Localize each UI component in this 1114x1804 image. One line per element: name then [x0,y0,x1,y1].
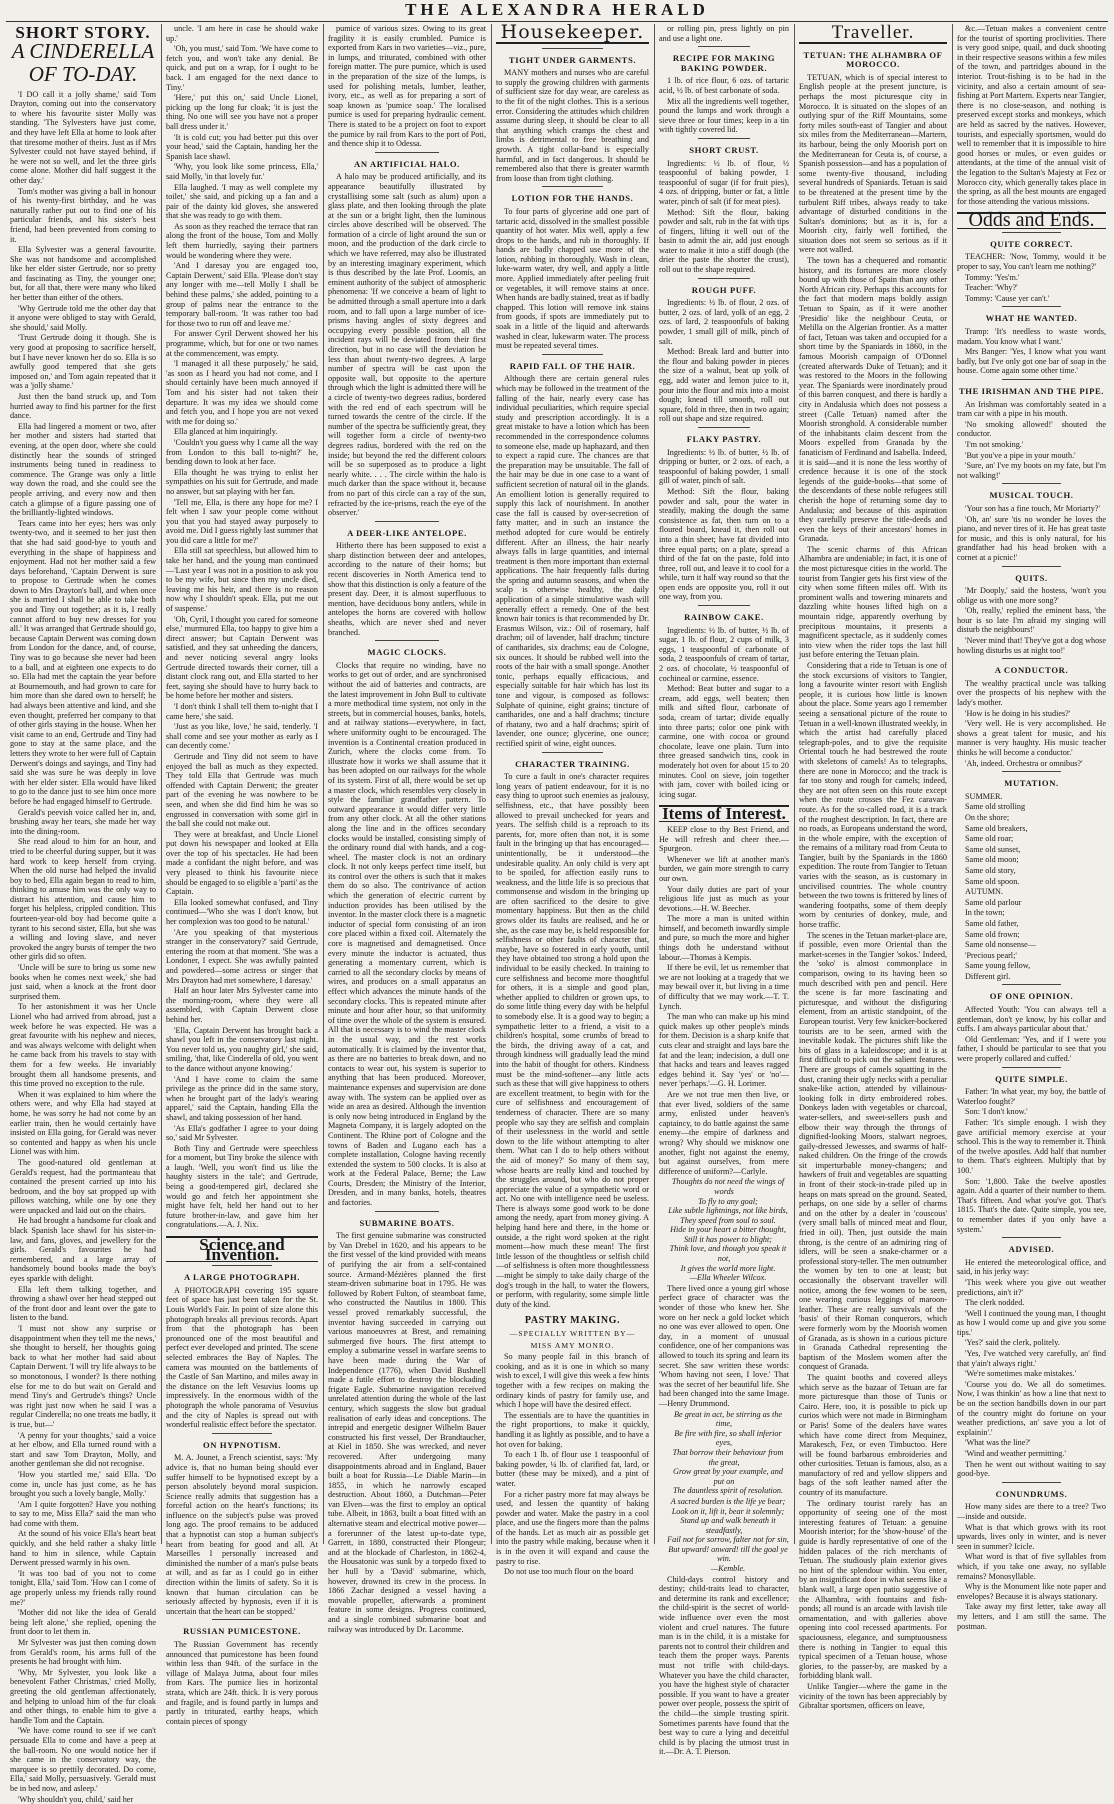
paragraph: The quaint booths and covered alleys which serve as the bazaar of Tetuan are far more picturesque than those of Tunis or Cairo. Here, too, it is possible to pick up curios which were not made in Birmingham or Paris! Some of the dealers have wares which have come direct from Mequinez, Marakesch, Fez, or even Timbuctoo. Here will be found barbarous embroideries and other curiosities. Tetuan is famous, also, as a manufactory of red and yellow slippers and bags of the soft leather named after the country of its manufacture. [799,1373,947,1498]
item-paragraph: Ingredients: ½ lb. of flour, ½ teaspoonful of baking powder, 1 teaspoonful of sugar (if for fruit pies), 4 ozs. of dripping, butter or fat, a little water, pinch of salt (if for meat pies). [659,159,789,207]
item-paragraph: How many sides are there to a tree? Two—inside and outside. [957,1502,1106,1521]
item-paragraph: 1 lb. of rice flour, 6 ozs. of tartaric acid, ½ lb. of best carbonate of soda. [659,76,789,95]
odds-items [957,232,1106,1631]
paragraph: Gerald's peevish voice called her in, and, brushing away her tears, she made her way into the dining-room. [10,808,156,837]
item-paragraph: MANY mothers and nurses who are careful to supply the growing children with garments of sufficient size for day wear, are careless as to the fit of the night clothes. This is a serious error. Considering the attitudes which children assume during sleep, it should be clear to all that anything which cramps the chest and limbs is detrimental to free breathing and growth. A tight collar-band is especially harmful, and in fact dangerous. It should be remembered also that there is greater warmth from loose than from tight clothing. [496,68,649,183]
paragraph: 'Oh, Cyril, I thought you cared for someone else,' murmured Ella, too happy to give him a direct answer; but Captain Derwent was satisfied, and they sat unheeding the dancers, and never noticing several angry looks Gertrude directed towards their corner, till a distant clock rang out, and Ella started to her feet, saying she should have to hurry back to be home before her mother and sisters. [166,615,318,701]
item-paragraph: A halo may be produced artificially, and its appearance beautifully illustrated by crystallising some salt (such as alum) upon a glass plate, and then looking through the plate at the sun or a bright light, then the luminous circles above described will be observed. The formation of a circle of light around the sun or moon, and the production of the dark circle to which we have referred, may also be illustrated by an interesting imaginary experiment, which is thus described by the late Prof. Loomis, an eminent authority of the subject of atmospheric phenomena: 'If we conceive a beam of light to be admitted through a small aperture into a dark room, and to fall upon a large number of ice-prisms having angles of sixty degrees and occupying every possible position, all the incident rays will be deviated from their first direction, but in no case will the deviation be less than about twenty-two degrees. A large number of spectra will be cast upon the opposite wall, but opposite to the aperture through which the light is admitted there will be a circle of twenty-two degrees radius, bordered with the red end of each spectrum will be turned towards the centre of the circle. If the number of the spectra be sufficiently great, they will together form a circle of twenty-two degrees radius, bordered with the red on the inside; but beyond the red the different colours will be so superposed as to produce a light nearly white. . . . The circle within the halo is much darker than the space without it, because from no part of this circle can a ray of the sun, refracted by the ice-prisms, reach the eye of the observer.' [328,172,486,517]
paragraph: Just then the band struck up, and Tom hurried away to find his partner for the first dance. [10,392,156,421]
item-heading: SUBMARINE BOATS. [328,1219,486,1229]
item-divider [375,1211,438,1212]
verse-line: Look on it, lift it, bear it solemnly; [659,1507,789,1517]
section-heading: Science and Invention. [166,1236,318,1262]
section-heading: Traveller. [799,28,947,38]
verse-line: Think love, and though you speak it not, [659,1244,789,1263]
verse-line: Like subtle lightnings, not like birds, [659,1206,789,1216]
verse-line: Stand up and walk beneath it steadfastly, [659,1516,789,1535]
item-heading: MUTATION. [957,779,1106,789]
traveller-body [799,73,947,1711]
item-divider [212,1433,273,1434]
paragraph: She read aloud to him for an hour, and tried to be cheerful during supper, but it was hard work to keep herself from crying. When the old nurse had helped the invalid boy to bed, Ella again began to read to him, thinking to amuse him was the only way to distract his attention, and cause him to forget his helpless, crippled condition. This fourteen-year-old boy had become quite a tyrant to his second sister, Ella, but she was a willing and loving slave, and never provoked the angry bursts of temper the two other girls did so often. [10,837,156,962]
paragraph: 'How you startled me,' said Ella. 'Do come in, uncle has just come, as he has brought you such a lovely bangle, Molly.' [10,1470,156,1499]
item-divider [1002,306,1062,307]
item-heading: RUSSIAN PUMICESTONE. [166,1627,318,1637]
item-heading: RAPID FALL OF THE HAIR. [496,362,649,372]
column-story-continued [162,24,322,1546]
verse-line: It gives the world more light. [659,1264,789,1274]
item-heading: QUITE CORRECT. [957,240,1106,250]
pastry-author: MISS AMY MONRO. [496,1341,649,1351]
verse-line: Still it has power to blight; [659,1235,789,1245]
paragraph: If there be evil, let us remember that we are not looking at a tragedy that we may bewail over it, but living in a time of difficulty that we may work.—T. T. Lynch. [659,963,789,1011]
item-heading: AN ARTIFICIAL HALO. [328,160,486,170]
item-paragraph: Same old spoon. [957,877,1106,887]
verse-line: Be fire with fire, so shall inferior eyes, [659,1429,789,1448]
paragraph: 'It is cold cut; you had better put this over your head,' said the Captain, handing her the Spanish lace shawl. [166,133,318,162]
item-divider [1002,379,1062,380]
paragraph: Half an hour later Mrs Sylvester came into the morning-room, where they were all assembled, with Captain Derwent close behind her. [166,986,318,1024]
item-paragraph: Same old father, [957,919,1106,929]
item-paragraph: Method: Break lard and butter into the flour and baking powder in pieces the size of a walnut, beat up yolk of egg, add water and lemon juice to it, pour into the flour and mix into a moist dough; knead till smooth, roll out square, fold in three, then in two again; roll out shape and size required. [659,347,789,424]
item-paragraph: Then he went out without waiting to say good-bye. [957,1460,1106,1479]
item-paragraph: 'Very well. He is very accomplished. He shows a great talent for music, and his manner is very haughty. His music teacher thinks he will become a conductor.' [957,719,1106,757]
paragraph: The more a man is united within himself, and becometh inwardly simple and pure, so much the more and higher things doth he understand without labour.—Thomas à Kempis. [659,914,789,962]
item-paragraph: Father: 'It's simple enough. I wish they gave artificial memory exercise at your school. This is the way to remember it. Think of the twelve apostles. Add half that number to them. That's eighteen. Multiply that by 100.' [957,1118,1106,1176]
verse-line: Thoughts do not need the wings of words [659,1177,789,1196]
paragraph: The ordinary tourist rarely has an opportunity of seeing one of the most interesting features of Tetuan: a genuine Moorish interior; for the 'show-house' of the guide is hardly representative of one of the hidden palaces of the rich merchants of Tetuan. The studiously plain exterior gives no hint of the splendour within. You enter, by an insignificant door in what seems like a blank wall, a large open patio suggestive of the Alhambra, with fountains and fish-ponds; all round is an arcade with lavish tile ornamentation, and with galleries above opening into cool recessed apartments. For spaciousness, elegance, and sumptuousness there is nothing in Tangier to equal this typical specimen of a Tetuan house, whose glories, to the passer-by, are masked by a forbidding blank wall. [799,1499,947,1681]
item-paragraph: 'Yes, I've watched very carefully, an' find that y'ain't always right.' [957,1349,1106,1368]
item-paragraph: He entered the meteorological office, and said, in his jerky way: [957,1258,1106,1277]
paragraph: KEEP close to thy Best Friend, and He will refresh and cheer thee.—Spurgeon. [659,825,789,854]
item-paragraph: Tommy: 'Yes'm.' [957,273,1106,283]
story-title: A CINDERELLA OF TO-DAY. [10,40,156,86]
paragraph: Unlike Tangier—where the game in the vicinity of the town has been appreciably by Gibraltar sportsmen, officers on leave, [799,1682,947,1711]
item-paragraph: Different girl. [957,972,1106,982]
item-heading: ON HYPNOTISM. [166,1441,318,1451]
item-heading: MUSICAL TOUCH. [957,491,1106,501]
paragraph: Are we not true men then live, or that ever lived, soldiers of the same army, enlisted under heaven's captaincy, to do battle against the same enemy—the empire of darkness and wrong? Why should we misknow one another, fight not against the enemy, but against ourselves, from mere difference of uniform?—Carlyle. [659,1090,789,1176]
item-heading: A CONDUCTOR. [957,666,1106,676]
paragraph: pumice of various sizes. Owing to its great fragility it is easily crumbled. Pumice is exported from Kars in two varieties—viz., pure, in lumps, and triturated, combined with other foreign matter. The pure pumice, which is used in the preparation of the size of the lumps, is used for polishing metals, lumber, leather, ivory, etc., as well as for preparing a sort of soap known as 'pumice soap.' The localised pumice is used for preparing hydraulic cement. There is stated to be a project on foot to export the pumice by rail from Kars to the port of Poti, and thence ship it to Odessa. [328,24,486,149]
item-heading: CONUNDRUMS. [957,1490,1106,1500]
item-paragraph: A PHOTOGRAPH covering 195 square feet of space has just been taken for the St. Louis World's Fair. In point of size alone this photograph breaks all previous records. Apart from that the photograph has been pronounced one of the most beautiful and perfect ever developed and printed. The scene selected embraces the Bay of Naples. The camera was mounted on the battlements of the Castle of San Martino, and miles away in the distance on the left Vesuvius looms up impressively. In the enormous width of the photograph the whole panorama of Vesuvius and the city of Naples is spread out with wonderful realistic effect before the spectator. [166,1286,318,1430]
item-divider [1002,1237,1062,1238]
paragraph: 'It was too bad of you not to come tonight, Ella,' said Tom. 'How can I come of age properly unless my friends rally round me?' [10,1569,156,1607]
paragraph: 'Oh, you must,' said Tom. 'We have come to fetch you, and won't take any denial. Be quick, and put on a wrap, for I ought to be back. I am engaged for the next dance to Tiny.' [166,44,318,92]
story-body [10,90,156,1804]
item-paragraph: 'Your son has a fine touch, Mr Moriarty?' [957,504,1106,514]
paragraph: uncle. 'I am here in case he should wake up.' [166,24,318,43]
item-paragraph: The clerk nodded. [957,1298,1106,1308]
item-paragraph: An Irishman was comfortably seated in a tram car with a pipe in his mouth. [957,400,1106,419]
paragraph: When it was explained to him where the others were, and why Ella had stayed at home, he was sorry he had not come by an earlier train, then he would certainly have insisted on Ella going, for Gerald was never so contented and happy as when his uncle Lionel was with him. [10,1090,156,1157]
verse-line: A sacred burden is the life ye bear; [659,1497,789,1507]
paragraph: Ella still sat speechless, but allowed him to take her hand, and the young man continued—'Last year I was not in a position to ask you to be my wife, but since then my uncle died, leaving me his heir, and there is no reason now why I shouldn't speak. Ella, put me out of suspense.' [166,546,318,613]
science-continued [328,24,486,149]
item-paragraph: M. A. Jounet, a French scientist, says: 'My advice is, that no human being should ever suffer himself to be hypnotised except by a person absolutely beyond moral suspicion. Science really admits that suggestion has a forceful action on the heart's functions; its influence on the subject's pulse was proved long ago. The proof remains to be adduced that a hypnotist can stop a human subject's heart from beating for good and all. At Marseilles I personally increased and diminished the number of a man's pulse beats at will, and as far as I could go in either direction within the limits of safety. So it is known that human circulation can be seriously affected by hypnosis, even if it is uncertain that the heart can be stopped.' [166,1453,318,1616]
interest-body [659,825,789,1757]
paragraph: As soon as they reached the terrace that ran along the front of the house, Tom and Molly left them hurriedly, saying their partners would be wondering where they were. [166,222,318,260]
item-divider [698,138,750,139]
story-body-continued [166,24,318,1230]
item-heading: THE IRISHMAN AND THE PIPE. [957,387,1106,397]
item-paragraph: 'I'm not smoking.' [957,440,1106,450]
item-paragraph: Same old roar; [957,834,1106,844]
item-paragraph: On the shore; [957,813,1106,823]
item-divider [1002,984,1062,985]
item-paragraph: What word is that of five syllables from which, if you take one away, no syllable remains? Monosyllable. [957,1552,1106,1581]
item-paragraph: 'Course you do. We all do sometimes. Now, I was thinkin' as how a line that next to be on the section handbills down in our part of the country might do fortune on your weather predictions, an' save you a lot of explainin'.' [957,1380,1106,1438]
verse-line: But upward! onward! till the goal ye win. [659,1545,789,1564]
item-divider [1002,566,1062,567]
item-divider [212,1619,273,1620]
item-heading: ADVISED. [957,1245,1106,1255]
science-items-2 [328,152,486,1634]
paragraph: Ella glanced at him inquiringly. [166,427,318,437]
item-paragraph: AUTUMN. [957,887,1106,897]
paragraph: At the sound of his voice Ella's heart beat quickly, and she held rather a shaky little hand to him in silence, while Captain Derwent pressed warmly in his own. [10,1529,156,1567]
item-paragraph: The wealthy practical uncle was talking over the prospects of his nephew with the lady's mother. [957,679,1106,708]
paragraph: 'Why shouldn't you, child,' said her [10,1795,156,1804]
item-heading: TIGHT UNDER GARMENTS. [496,56,649,66]
item-heading: ROUGH PUFF. [659,286,789,296]
item-paragraph: SUMMER. [957,792,1106,802]
paragraph: 'Why Gertrude told me the other day that it anyone were obliged to stay with Gerald, she should,' said Molly. [10,304,156,333]
item-paragraph: The Russian Government has recently announced that pumicestone has been found within less than 94ft. of the surface in the village of Malaya Jutma, about four miles from Kars. The pumice lies in horizontal strata, which are 24ft. thick. It is very porous and fragile, and is found partly in lumps and partly in triturated, earthy heaps, which contain pieces of spongy [166,1640,318,1726]
paragraph: He had brought a handsome fur cloak and black Spanish lace shawl for his sister-in-law, and fans, gloves, and jewellery for the girls. Gerald's favourites he had remembered, and a large array of handsomely bound books made the boy's eyes sparkle with delight. [10,1216,156,1283]
item-paragraph: Take away my first letter, take away all my letters, and I am still the same. The postman. [957,1602,1106,1631]
verse-line: —Kemble. [659,1564,789,1574]
item-paragraph: Tramp: 'It's needless to waste words, madam. You know what I want.' [957,327,1106,346]
item-paragraph: Affected Youth: 'You can always tell a gentleman, don't ye know, by his collar and cuffs. I am always particular about that.' [957,1005,1106,1034]
paragraph: 'Just as you like, love,' he said, tenderly. 'I shall come and see your mother as early as I can decently come.' [166,722,318,751]
paragraph: 'Tell me, Ella, is there any hope for me? I felt when I saw your people come without you that you had stayed away purposely to avoid me. Did I guess rightly last summer that you did care a little for me?' [166,498,318,546]
item-paragraph: 'But you've a pipe in your mouth.' [957,451,1106,461]
paragraph: 'Ella, Captain Derwent has brought back a shawl you left in the conservatory last night. You never told us, you naughty girl,' she said, smiling, 'that, like Cinderella of old, you went to the dance without anyone knowing.' [166,1026,318,1074]
verse-line: The dauntless spirit of resolution. [659,1486,789,1496]
item-paragraph: Same old story, [957,866,1106,876]
item-divider [1002,771,1062,772]
item-heading: CHARACTER TRAINING. [496,760,649,770]
paragraph: Tom's mother was giving a ball in honour of his twenty-first birthday, and he was naturally rather put out to find one of his particular friends, and his sister's best friend, had been prevented from coming to it. [10,187,156,245]
item-paragraph: 'What was the line?' [957,1438,1106,1448]
item-heading: LOTION FOR THE HANDS. [496,194,649,204]
paragraph: Gertrude and Tiny did not seem to have enjoyed the ball as much as they expected. They told Ella that Gertrude was much offended with Captain Derwent; the greater part of the evening he was nowhere to be seen, and when she did find him he was so engrossed in conversation with some girl in the ball she could not make out. [166,752,318,829]
paragraph [659,1410,789,1496]
pastry-heading: PASTRY MAKING. [496,1316,649,1326]
paragraph: 'Uncle will be sure to bring us some new books when he comes next week,' she had just said, when a knock at the front door surprised them. [10,963,156,1001]
paragraph: Tears came into her eyes; hers was only twenty-two, and it seemed to her just then that she had said good-bye to youth and everything in the shape of happiness and enjoyment. Had not her mother said a few days beforehand, 'Captain Derwent is sure to propose to Gertrude when he comes down to Mrs Drayton's ball, and when once she is married I shall be able to take both you and Tiny out together; as it is, I really cannot afford to buy new dresses for you all.' It was arranged that Gertrude should go, because Captain Derwent was coming down from London for the dance, and, of course, Tiny was to go because she never had been to a ball, and at eighteen one expects to do so. Ella had met the captain the year before at Bournemouth, and had grown to care for him more than she dared own to herself; he had always been attentive and kind, and she even thought, preferred her company to that of other girls staying in the house. When her visit came to an end, Gertrude and Tiny had gone to stay at the same place, and the letters they wrote to her were full of Captain Derwent's doings and sayings, and Tiny had said she was sure he was deeply in love with her elder sister. Ella would have liked to go to the dance just to see him once more before he had engaged himself to Gertrude. [10,519,156,807]
item-paragraph: 'Mr Dooply,' said the hostess, 'won't you oblige us with one more song?' [957,586,1106,605]
paragraph: The essentials are to have the quantities in the right proportions, to make it quickly, handling it as lightly as possible, and to have a hot oven for baking. [496,1411,649,1449]
paragraph: 'Couldn't you guess why I came all the way from London to this ball to-night?' he, bending down to look at her face. [166,438,318,467]
item-heading: QUITS. [957,574,1106,584]
item-heading: A LARGE PHOTOGRAPH. [166,1273,318,1283]
recipe-intro: or rolling pin, press lightly on pin and use a light one. [659,24,789,43]
item-paragraph: Tommy: 'Cause yer can't.' [957,294,1106,304]
section-heading: Items of Interest. [659,805,789,822]
item-divider [542,752,603,753]
column-housekeeper [492,24,653,1546]
item-heading: QUITE SIMPLE. [957,1075,1106,1085]
paragraph: Ella laughed. 'I may as well complete my toilet,' she said, and picking up a fan and a pair of the dainty kid gloves, she answered that she was ready to go with them. [166,183,318,221]
item-divider [542,186,603,187]
paragraph: The scenic charms of this African Alhambra are undeniable; in fact, it is one of the most picturesque cities in the world. The tourist from Tangier gets his first view of the city when some fifteen miles off. With its prominent walls and towering minarets and dazzling white houses lifted high on a mountain ridge, apparently overhung by precipitous mountains, it presents a magnificent spectacle, as it suddenly comes into view when the rider tops the last hill just before entering the Tetuan plain. [799,545,947,660]
item-paragraph: Same young fellow, [957,961,1106,971]
paragraph: 'I managed it all these purposely,' he said, 'as soon as I heard you had not come, and I should certainly have been much annoyed if Tom and his sister had not taken their departure. It was my idea we should come and fetch you, and I hope you are not vexed with me for doing so.' [166,359,318,426]
item-paragraph: In the town; [957,908,1106,918]
paragraph: Both Tiny and Gertrude were speechless for a moment, but Tiny broke the silence with a laugh. 'Well, you won't find us like the haughty sisters in the tale'; and Gertrude, being a good-tempered girl, declared she would go and fetch her appointment she might have felt, held her hand out to her future brother-in-law, and gave him her congratulations.—A. J. Nix. [166,1144,318,1230]
column-short-story [6,24,160,1546]
column-odds-and-ends [953,24,1110,1546]
paragraph: 'I DO call it a jolly shame,' said Tom Drayton, coming out into the conservatory to where his favourite sister Molly was standing. 'The Sylvesters have just come, and they have left Ella at home to look after that tiresome mother of theirs. Just as if Mrs Sylvester could not have stayed behind, if he were not so well, and let the three girls come alone. Mother did half suggest it the other day.' [10,90,156,186]
paragraph: 'I must not show any surprise or disappointment when they tell me the news,' she thought to herself, her thoughts going back to what her mother had said about Captain Derwent. 'I will try life always to be so monotonous, I wonder? Is there nothing else for me to do but wait on Gerald and mend Tiny's and Gertrude's things? Uncle was right just now when he said I was a regular Cinderella; no one treats me badly, it is true, but—' [10,1324,156,1430]
paragraph: 'And I daresay you are engaged too, Captain Derwent,' said Ella. 'Please don't stay any longer with me—tell Molly I shall be behind these palms,' she added, pointing to a group of palms near the entrance to the temporary ball-room. 'It was rather too bad for those two to run off and leave me.' [166,261,318,328]
paragraph: &c.—Tetuan makes a convenient centre for the tourist of sporting proclivities. There is very good snipe, quail, and duck shooting in their respective seasons within a few miles of the town, and partridges abound in the interior. Trout-fishing is to be had in the vicinity, and also a certain amount of sea-fishing at Port Martern. Experts near Tangier, there is no close-season, and nothing is preserved except storks and monkeys, which are held as sacred by the natives. However, tourists, and especially sportsmen, would do well to remember that it is impossible to hire good horses or mules, or even guides or attendants, at the time of the annual visit of the legation to the Sultan's Majesty at Fez or Morocco city, which generally takes place in the spring, as all the best mounts are engaged for those attending the various missions. [957,24,1106,206]
item-divider [375,640,438,641]
paragraph: 'Here,' put this on,' said Uncle Lionel, picking up the long fur cloak; 'it is just the thing. No one will see you have not a proper ball dress under it.' [166,93,318,131]
item-paragraph: Method: Beat butter and sugar to a cream, add eggs, well beaten; then milk and sifted flour, carbonate of soda, cream of tartar; divide equally into three parts; color one pink with carmine, one with cocoa or ground chocolate, leave one plain. Turn into three greased sandwich tins, cook in moderately hot oven for about 15 to 20 minutes. Cool on sieve, join together with jam, cover with boiled icing or icing sugar. [659,684,789,799]
item-paragraph: 'Yes?' said the clerk, politely. [957,1338,1106,1348]
pastry-body [496,1352,649,1577]
item-paragraph: 'Precious pearl;' [957,951,1106,961]
item-heading: SHORT CRUST. [659,146,789,156]
paragraph: Child-days control history and destiny; child-traits lead to character, and determine its rank and excellence; the child-spirit is the secret of world-wide influence over even the most violent and cruel natures. The future man is in the child, it is a mistake for parents not to control their children and teach them the proper ways. Parents must not trifle with child-days. Whatever you have the child character, you have the highest style of character possible. If you want to have a greater power over people, possess the spirit of the child—the simple trusting spirit. Sometimes parents have found that the best way to cure a lying and deceitful child is by placing the utmost trust in it.—Dr. A. T. Pierson. [659,1575,789,1757]
verse-line: Fail not for sorrow, falter not for sin, [659,1535,789,1545]
paragraph: 'A penny for your thoughts,' said a voice at her elbow, and Ella turned round with a start and saw Tom Drayton, Molly, and another gentleman she did not recognise. [10,1431,156,1469]
paragraph: For a richer pastry more fat may always be used, and lessen the quantity of baking powder and water. Make the pastry in a cool place, and use the fingers more than the palms of the hands. Let as much air as possible get into the pastry while making, because when it is in the oven it will expand and cause the pastry to rise. [496,1490,649,1567]
paragraph: Ella Sylvester was a general favourite. She was not handsome and accomplished like her elder sister Gertrude, nor so pretty and fascinating as Tiny, the younger one; but, for all that, there were many who liked her better than either of the others. [10,245,156,303]
paragraph: Mr Sylvester was just then coming down from Gerald's room, his arms full of the presents he had brought with him. [10,1638,156,1667]
item-paragraph: Teacher: 'Why?' [957,283,1106,293]
item-paragraph: 'Oh, an' sure 'tis no wonder he loves the piano, and never tires of it. He has great taste for music, and this is only natural, for his grandfather had his head broken with a cornet at a picnic!' [957,515,1106,563]
item-paragraph: Mrs Banger: 'Yes, I know what you want badly, but I've only got one bar of soap in the house. Come again some other time.' [957,347,1106,376]
paragraph [659,1497,789,1574]
item-paragraph: 'How is he doing in his studies?' [957,709,1106,719]
paragraph: 'Why, Mr Sylvester, you look like a benevolent Father Christmas,' cried Molly, greeting the old gentleman affectionately, and helping to unload him of the fur cloak and other things, to enable him to give a handle Tom and the Captain. [10,1668,156,1726]
item-paragraph: 'Wind and weather permitting.' [957,1449,1106,1459]
item-paragraph: What is that which grows with its root upwards, lives only in winter, and is never seen in summer? Icicle. [957,1523,1106,1552]
paragraph: Whenever we lift at another man's burden, we gain more strength to carry our own. [659,855,789,884]
item-paragraph: Why is the Monument like note paper and envelopes? Because it is always stationary. [957,1582,1106,1601]
item-paragraph: Hitherto there has been supposed to exist a sharp distinction between deer and antelopes, according to the nature of their horns; but recent discoveries in North America tend to show that this distinction is only a feature of the present day. Deer, it is almost superfluous to mention, have deciduous bony antlers, while in antelopes the horns are covered with hollow sheaths, which are never shed and never branched. [328,541,486,637]
item-paragraph: Ingredients: ½ lb. of butter, ½ lb. of dripping or butter, or 2 ozs. of each, a teaspoonful of baking powder, 1 small gill of water, pinch of salt. [659,448,789,486]
item-divider [542,48,603,49]
paragraph: Ella thought he was trying to enlist her sympathies on his suit for Gertrude, and made no answer, but sat playing with her fan. [166,468,318,497]
verse-line: To fly to any goal; [659,1197,789,1207]
item-divider [698,278,750,279]
item-paragraph: Same old sunset, [957,845,1106,855]
science-items [166,1265,318,1726]
item-divider [212,1265,273,1266]
paragraph: 'Mother did not like the idea of Gerald being left alone,' she replied, opening the front door to let them in. [10,1608,156,1637]
paragraph: The scenes in the Tetuan market-place are, if possible, even more Oriental than the market-scenes in the Tangier 'sokos.' Indeed, the 'soko' is almost commonplace in comparison, owing to its having been so much described with pen and pencil. Here the scene is far more fascinating and picturesque, and without the disfiguring element, from an artistic standpoint, of the European tourist. Very few knicker-bockered tourists are to be seen, armed with the inevitable kodak. The pictures shift like the bits of glass in a kaleidoscope; and it is at first difficult to pick out the salient features. There are groups of camels squatting in the dust, craning their ugly necks with a peculiar snake-like action, attended by villainous-looking folk in dirty embroidered robes. Donkeys laden with vegetables or charcoal, water-sellers, and sweet-sellers push and elbow their way through the throngs of dignified-looking Moors, stalwart negroes, gaily-dressed Jewesses, and swarms of half-naked children. On the fringe of the crowds sit imperturbable money-changers; and hawkers of fruit and vegetables are squatting in front of their stock-in-trade piled up in heaps on mats spread on the ground. Seated, perhaps, on one side by a seller of charms and on the other by a dealer in 'couscous' (very small balls of minced meat and flour, fried in oil). Then, just outside the main throng, is the centre of an admiring ring of idlers, will be seen a snake-charmer or a professional story-teller. The men outnumber the women by ten to one at least; but occasionally the observant traveller will notice, among the few women to be seen, one wearing curious leggings of maroon-leather. These are really survivals of the 'basis' of their Roman conquerors, which were formerly worn by the Moorish women of Granada, as is shown in a curious picture in Granada Cathedral representing the baptism of the Moslem women after the conquest of Granada. [799,931,947,1372]
paragraph: Your daily duties are part of your religious life just as much as your devotions.—H. W. Beecher. [659,885,789,914]
item-heading: A DEER-LIKE ANTELOPE. [328,529,486,539]
paragraph: 'Why, you look like some princess, Ella,' said Molly, 'in that lovely fur.' [166,162,318,181]
paragraph: Ella had lingered a moment or two, after her mother and sisters had started that evening, at the open door, where she could distinctly hear the sounds of stringed instruments being tuned in readiness to commence. The Grange was only a little way down the road, and she could see the people arriving, and every now and then catch a glimpse of a figure passing one of the brilliantly-lighted windows. [10,422,156,518]
verse-line: Be great in act, be stirring as the time, [659,1410,789,1429]
item-paragraph: 'Ah, indeed. Orchestra or omnibus?' [957,759,1106,769]
item-paragraph: Father: 'In what year, my boy, the battle of Waterloo fought?' [957,1087,1106,1106]
item-paragraph: 'No smoking allowed!' shouted the conductor. [957,420,1106,439]
item-paragraph: 'Oh, really,' replied the eminent bass, 'the hour is so late I'm afraid my singing will disturb the neighbours!' [957,606,1106,635]
item-paragraph: Mix all the ingredients well together, pound the lumps and work through a sieve three or four times; keep in a tin with tightly covered lid. [659,97,789,135]
section-heading: Odds and Ends. [957,212,1106,229]
item-paragraph: Son: '1,800. Take the twelve apostles again. Add a quarter of their number to them. That's fifteen. And what you've got. That's 1815. That's the date. Quite simple, you see, to remember dates if you only have a system.' [957,1177,1106,1235]
paragraph: For answer Cyril Derwent showed her his programme, which, but for one or two names at the commencement, was empty. [166,329,318,358]
item-heading: FLAKY PASTRY. [659,435,789,445]
item-paragraph: Same old moon; [957,855,1106,865]
paragraph: The man who can make up his mind quick makes up other people's minds for them. Decision is a sharp knife that cuts clear and straight and lays bare the fat and the lean; indecision, a dull one that hacks and tears and leaves ragged edges behind it. Say 'yes' or 'no'—never 'perhaps.'—G. H. Lorimer. [659,1012,789,1089]
item-paragraph: Method: Sift the flour, baking powder and salt, pour the water in steadily, making the dough the same consistence as fat, then turn on to a floured board, knead it, then roll out into a thin sheet; have fat divided into three equal parts; on a plate, spread a third of the fat on the paste, fold into three, roll out, and leave it to cool for a while, turn it half way round so that the open ends are opposite you, roll it out one way, from you. [659,487,789,602]
paragraph: Do not use too much flour on the board [496,1567,649,1577]
paragraph: To her astonishment it was her Uncle Lionel who had arrived from abroad, just a week before he was expected. He was a great favourite with his nephew and nieces, and was always welcome with delight when he came back from his travels to stay with them for a few weeks. He invariably brought them all handsome presents, and this time proved no exception to the rule. [10,1002,156,1088]
item-paragraph: Although there are certain general rules which may be followed in the treatment of the falling of the hair, nearly every case has individual peculiarities, which require special study and prescription accordingly. It is a great mistake to have a lotion which has been recommended in the correspondence columns to someone else, made up haphazard, and then to expect a rapid cure. The chances are that the preparation may be unsuitable. The fall of the hair may be due in one case to a want of sufficient secretion of natural oil in the glands. An emollient lotion is generally required to supply this lack of nourishment. In another case the fall is caused by over-secretion of fatty matter, and in such an instance the method adopted for cure would be entirely different. After an illness, the hair nearly always falls in large quantities, and internal treatment is then more important than external applications. The hair frequently falls during the spring and autumn seasons, and when the scalp is otherwise healthy, the daily application of a simple stimulative wash will generally effect a remedy. One of the best known hair tonics is that recommended by Dr. Erasmus Wilson, viz.: Oil of rosemary, half drachm; oil of lavender, half drachm; tincture of cantharides, six drachms; eau de Cologne, six ounces. It should be rubbed well into the roots of the hair with a small sponge. Another tonic, perhaps equally efficacious, and especially suitable for hair which has lost its tone and vigour, is composed as follows: Sulphate of quinine, eight grains; tincture of cantharides, one and a half drachms; tincture of rhatany, two and a half drachms; spirit of lavender, one ounce; glycerine, one ounce; rectified spirit of wine, eight ounces. [496,374,649,748]
item-heading: MAGIC CLOCKS. [328,648,486,658]
item-divider [1002,658,1062,659]
item-divider [375,152,438,153]
paragraph: Considering that a ride to Tetuan is one of the stock excursions of visitors to Tangier, long a favourite winter resort with English people, it is curious how little is known about the place. Some years ago I remember seeing a sensational picture of the route to Tetuan in a well-known illustrated weekly, in which the artist had carefully placed telegraph-poles, and to give the requisite Oriental touch he had bestrewed the route with skeletons of camels! As to telegraphs, there are none in Morocco; and the track is far too stony and rough for camels; indeed, they are not often seen on this route except when the route crosses the Fez caravan-route. As for the so-called road, it is a track of the roughest description. In fact, there are no roads, as Europeans understand the word, in the whole empire, with the exception of the remains of a military road from Ceuta to Tangier, built by the Spaniards in the 1860 expedition. The route from Tangier to Tetuan varies with the season, as is customary in uncivilised countries. The whole country between the two towns is frittered by lines of wandering footpaths, some of them deeply worn by centuries of donkey, mule, and horse traffic. [799,661,947,930]
paragraph: 'Are you speaking of that mysterious stranger in the conservatory?' said Gertrude, entering the room at that moment. 'She was a Londoner, I expect. She was awfully painted and powdered—some actress or singer that Mrs Drayton had met somewhere, I daresay.' [166,928,318,986]
paragraph: The town has a chequered and romantic history, and its fortunes are more closely bound up with those of Spain than any other North African city. Perhaps this accounts for the fact that modern maps boldly assign Tetuan to Spain, as if it were another 'Presidio' like the neighbour Ceuta, or Melilla on the Algerian frontier. As a matter of fact, Tetuan was taken and occupied for a short time by the Spaniards in 1860, in the famous Moorish campaign of O'Donnel (created afterwards Duke of Tetuan); and it was restored to the Moors in the following year. The Spaniards were inordinately proud of this barren conquest, and there is hardly a city in Andalusia which does not possess a street (Calle Tetuan) named after the Moorish stronghold. A considerable number of the inhabitants claim descent from the Moors expelled from Granada by the fanaticism of Ferdinand and Isabella. Indeed, it is said—and it is none the less worthy of credence because it is one of the stock legends of the guide-books—that some of the descendants of these noble refugees still cherish the hope of returning some day to Andalusia; and because of this aspiration they carefully preserve the title-deeds and even the keys of their ancestors' homes in Granada. [799,256,947,544]
item-paragraph: Same old breakers, [957,824,1106,834]
paragraph: 'We have come round to see if we can't persuade Ella to come and have a peep at the ball-room. No one would notice her if she came in the conservatory way, the marquee is so prettily decorated. Do come, Ella,' said Molly, persuasively. 'Gerald must be in bed now, and asleep.' [10,1726,156,1793]
paragraph [659,1177,789,1283]
column-recipes [655,24,793,1546]
item-paragraph: TEACHER: 'Now, Tommy, would it be proper to say, You can't learn me nothing?' [957,252,1106,271]
item-divider [1002,483,1062,484]
item-paragraph: The first genuine submarine was constructed by Van Drebel in 1620, and his appears to be the first vessel of the kind provided with means of purifying the air from a self-contained source. Armand-Mézières planned the first steam-driven submarine boat in 1795. He was followed by Robert Fulton, of steamboat fame, who constructed the Nautilus in 1800. This vessel proved remarkably successful, the inventor having succeeded in carrying out various manoeuvres at Brest, and remaining submerged five hours. The first attempt to employ a submarine vessel in warfare seems to have been made during the War of Independence (1776), when David Bushnell made a futile effort to destroy the blockading frigate Eagle. Submarine navigation received unrelated attention during the whole of the last century, which suggests the slow but gradual realisation of early ideas and conceptions. The intrepid and energetic designer Wilhelm Bauer constructed his first vessel, Der Brandtaucher, at Kiel in 1850. She was wrecked, and never recovered. After undergoing many disappointments abroad and in England, Bauer built a boat for Russia—Le Diable Marin—in 1855, in which he narrowly escaped destruction. About 1860, a Dutchman—Peter van Elven—was the first to employ an optical tube. Albeit, in 1863, built a boat fitted with an alternative steam and electrical motive power—a forerunner of the latest up-to-date type, Garrett, in 1880, constructed their Plongeur; and at the blockade of Charleston, in 1862-4, the Housatonic was sunk by a torpedo fixed to her hull by a 'David' submarine, which, however, drowned its crew in the process. In 1866 Zachar designed a vessel having a movable propeller, afterwards a prominent feature in some designs. Progress continued, and a single combined submarine boat and railway was introduced by Dr. Lacomme. [328,1231,486,1634]
item-paragraph: Same old nonsense— [957,940,1106,950]
verse-line: They speed from soul to soul. [659,1216,789,1226]
item-heading: WHAT HE WANTED. [957,314,1106,324]
item-heading: OF ONE OPINION. [957,992,1106,1002]
paragraph: TETUAN, which is of special interest to English people at the present juncture, is perhaps the most picturesque city in Morocco. It is situated on the slopes of an outlying spur of the Riff Mountains, some forty miles south-east of Tangier and about six miles from the Mediterranean—Martern, its harbour, being the only Moorish port on the Mediterranean for Ceuta is, of course, a Spanish possession—and has a population of some twenty-five thousand, including several hundreds of Spaniards. Tetuan is said to be threatened at the present time by the turbulent Riff tribes, always ready to take advantage of disturbed conditions in the Sultan's dominions; but as it is, for a Moorish city, fairly well fortified, the situation does not seem so serious as if it were not walled. [799,73,947,255]
item-paragraph: Ingredients: ½ lb. of butter, ½ lb. of sugar, 1 lb. of flour, 2 cups of milk, 3 eggs, 1 teaspoonful of carbonate of soda, 2 teaspoonfuls of cream of tartar, 2 ozs. of chocolate, ½ teaspoonful of cochineal or carmine, essence. [659,626,789,684]
verse-line: That borrow their behaviour from the great, [659,1448,789,1467]
paragraph: 'Trust Gertrude doing it though. She is very good at proposing to sacrifice herself, but I have never known her do so. Ella is so awfully good tempered that she gets imposed on,' and Tom again repeated that it was a 'jolly shame.' [10,333,156,391]
paragraph: 'As Ella's godfather I agree to your doing so,' said Mr Sylvester. [166,1124,318,1143]
paragraph: There lived once a young girl whose perfect grace of character was the wonder of those who knew her. She wore on her neck a gold locket which no one was ever allowed to open. One day, in a moment of unusual confidence, one of her companions was allowed to touch its spring and learn its secret. She saw written these words: 'Whom having not seen, I love.' That was the secret of her beautiful life. She had been changed into the same Image.—Henry Drummond. [659,1284,789,1409]
item-divider [1002,1482,1062,1483]
item-heading: RECIPE FOR MAKING BAKING POWDER. [659,54,789,73]
item-paragraph: To four parts of glycerine add one part of tartaric acid, dissolved in the smallest possible quantity of hot water. Mix well, apply a few drops to the hands, and rub in thoroughly. If hands are badly chapped use more of the lotion, rubbing in thoroughly. Wash in clean, luke-warm water, dry well, and apply a little more. Applied immediately after peeling fruit or vegetables, it will remove stains at once. When hands are badly stained, treat as if badly chapped. This lotion will remove ink stains from goods, if spots are immediately put to soak in a little of the liquid and afterwards washed in clear, lukewarm water. The process must be repeated several times. [496,207,649,351]
paragraph: Ella looked somewhat confused, and Tiny continued—'Who she was I don't know, but her complexion was too good to be natural.' [166,898,318,927]
column-science [324,24,490,1546]
item-paragraph: 'Sure, an' I've my boots on my fate, but I'm not walking!' [957,461,1106,480]
housekeeper-items [496,48,649,1310]
item-paragraph: Same old frown; [957,930,1106,940]
item-paragraph: Son: 'I don't know.' [957,1107,1106,1117]
paragraph: The good-natured old gentleman at Gerald's request, had the portmanteau that contained the present carried up into his bedroom, and the boy sat propped up with pillows watching, while one by one they were unpacked and laid out on the chairs. [10,1158,156,1216]
item-divider [698,427,750,428]
recipe-items [659,46,789,799]
column-traveller [795,24,951,1546]
item-paragraph: 'Never mind that! They've got a dog whose howling disturbs us at night too!' [957,636,1106,655]
item-divider [698,46,750,47]
item-paragraph: Ingredients: ½ lb. of flour, 2 ozs. of butter, 2 ozs. of lard, yolk of an egg, 2 ozs. of lard, 2 teaspoonfuls of baking powder, 1 small gill of milk, pinch of salt. [659,298,789,346]
section-heading: SHORT STORY. [10,28,156,38]
masthead-title: THE ALEXANDRA HERALD [0,0,1114,20]
verse-line: Hide in your heart a bitter thought, [659,1225,789,1235]
item-divider [1002,232,1062,233]
item-paragraph: To cure a fault in one's character requires long years of patient endeavour, for it is no easy thing to uproot such enemies as jealousy, selfishness, etc., that have possibly been allowed to prevail unchecked for years and years. The selfish child is a reproach to its parents, for, more often than not, it is some fault in the bringing up that has encouraged—unintentionally, be it understood—the undesirable quality. An only child is very apt to be spoiled, for affection easily runs to weakness, and the little life is so precious that commonsense and wisdom in the bringing up are often sacrificed to the desire to give momentary happiness. But then as the child grows older its faults are realised, and he or she, as the case may be, is held responsible for selfishness or other faults of character that, maybe, have so fostered in early youth, until they have obtained too strong a hold upon the individual to be easily checked. In training to cure selfishness and become more thoughtful for others, it is a simple and good plan, whether applied to children or grown ups, to do some little thing every day with be helpful to somebody else. It is a good way to begin; a sympathetic letter to a friend, a visit to a children's hospital, some crumbs of bread to the birds, the driving away of a cat, and through kindness will gradually lead the mind into the habit of thought for others. Kindness must be the mind-softener—any little acts such as these that will give happiness to others are excellent treatment, to begin with for the cure of selfishness and encouragement of tenderness of character. There are so many people who say they are selfish and complain of their uselessness in the world and settle down to the life without attempting to alter them. 'What can I do to help others without the aid of money?' So many of them say, whose hearts are really kind and touched by the struggles around, but who do not proper appreciate the value of a sympathetic word or act. No one with intelligence need be useless. There is always some good work to be done among the needy, apart from money giving. A helping hand here and there, in the home or outside, a the right word spoken at the right moment—how much these mean! The first little lesson of the thoughtless or selfish child—of selfishness is often more thoughtlessness—might be simply to take daily charge of the dog's trough in the hall, to water the flowers, or perform, with regularity, some simple little duty of the kind. [496,772,649,1309]
verse-line: —Ella Wheeler Wilcox. [659,1273,789,1283]
item-divider [698,605,750,606]
item-divider [542,354,603,355]
item-paragraph: Old Gentleman: 'Yes, and if I were you father, I should be particular to see that you were properly collared and cuffed.' [957,1035,1106,1064]
item-heading: RAINBOW CAKE. [659,613,789,623]
item-divider [375,521,438,522]
item-paragraph: 'This week where you give out weather predictions, ain't it?' [957,1278,1106,1297]
verse-line: Grow great by your example, and put on [659,1467,789,1486]
item-paragraph: Clocks that require no winding, have no works to get out of order, and are synchronised without the aid of batteries and contracts, are the latest improvement in John Bull to cultivate a more methodical time system, not only in the streets, but in commercial houses, banks, hotels, and at railway stations—everywhere, in fact, where uniformity ought to be encouraged. The invention is a Continental creation produced in Zurich, where the clocks come from. To illustrate how it works we shall assume that it has been adopted on our railways for the whole of its system. First of all, there would be set up a master clock, which resembles very closely in style the familiar grandfather pattern. To outward appearance it would differ very little from any other clock. At all the other stations along the line and in the offices secondary clocks would be installed, consisting simply of the ordinary round dial with hands, and a cog-wheel. The master clock is not an ordinary clock. It not only keeps perfect time itself, but its control over the others is such that it makes them do so also. The contrivance of action which the generation of electric current by induction provides has been utilised by the inventor. In the master clock there is a magnetic inductor of special form consisting of an iron core placed within a fixed coil. Alternately the core is magnetised and demagnetised. Once every minute the inductor is actuated, thus generating a momentary current, which is carried to all the secondary clocks by means of wires, and produces on a small apparatus an effect which advances the minute hands of the secondary clocks. This is repeated minute after minute and hour after hour, so that uniformity of time over the whole of the system is ensured. All that is necessary is to wind the master clock in the usual way, and the rest works automatically. It is claimed by the inventor that, as there are no batteries to break down, and no contacts to wear out, his system is superior to anything that has been produced. Moreover, maintenance expenses and supervision are done away with. The system can be applied over as wide an area as desired. Although the invention is only now being introduced in England by the Magneta Company, it is largely adopted on the Continent. The Rhine port of Cologne and the towns of Baden and Lugano each has a complete installation, Cologne having recently extended the system to 500 clocks. It is also at work at the Federal Palace, Berne; the Law Courts, Dresden; the Ministry of the Interior, Dresden, and in many banks, hotels, theatres and factories. [328,661,486,1208]
paragraph: Ella left them talking together, and throwing a shawl over her head stepped out of the front door and leant over the gate to listen to the band. [10,1285,156,1323]
item-divider [1002,1067,1062,1068]
item-paragraph: 'We're sometimes make mistakes.' [957,1369,1106,1379]
section-heading: Housekeeper. [496,28,649,38]
paragraph: 'I don't think I shall tell them to-night that I came here,' she said. [166,702,318,721]
paragraph: 'Am I quite forgotten? Have you nothing to say to me, Miss Ella?' said the man who had come with them. [10,1500,156,1529]
paragraph: So many people fail in this branch of cooking, and as it is one in which so many wish to excel, I will give this week a few hints together with a few recipes on making the ordinary kinds of pastry for family use, and which I hope will have the desired effect. [496,1352,649,1410]
article-subheading: TETUAN: THE ALHAMBRA OF MOROCCO. [799,51,947,70]
item-paragraph: 'Well I continued the young man, I thought as how I would come up and give you some tips.' [957,1309,1106,1338]
traveller-continued [957,24,1106,206]
paragraph: 'And I have come to claim the same privilege as the prince did in the same story, when he brought part of the lady's wearing apparel,' said the Captain, handing Ella the shawl, and taking possession of her hand. [166,1075,318,1123]
item-paragraph: Method: Sift the flour, baking powder and salt, rub in the fat with tips of fingers, lifting it well out of the basin to admit the air, add just enough water to make it into a stiff dough (the drier the paste the shorter the crust), roll out to the shape required. [659,208,789,275]
paragraph: To each 1 lb. of flour use 1 teaspoonful of baking powder, ¼ lb. of clarified fat, lard, or butter (these may be mixed), and a pint of water. [496,1450,649,1488]
paragraph: They were at breakfast, and Uncle Lionel put down his newspaper and looked at Ella over the top of his spectacles. He had been made a confidant the night before, and was very pleased to think his favourite niece should be engaged to so eligible a 'parti' as the Captain. [166,830,318,897]
item-paragraph: Same old parlour [957,898,1106,908]
item-paragraph: Same old strolling [957,802,1106,812]
pastry-byline: —SPECIALLY WRITTEN BY— [496,1329,649,1339]
